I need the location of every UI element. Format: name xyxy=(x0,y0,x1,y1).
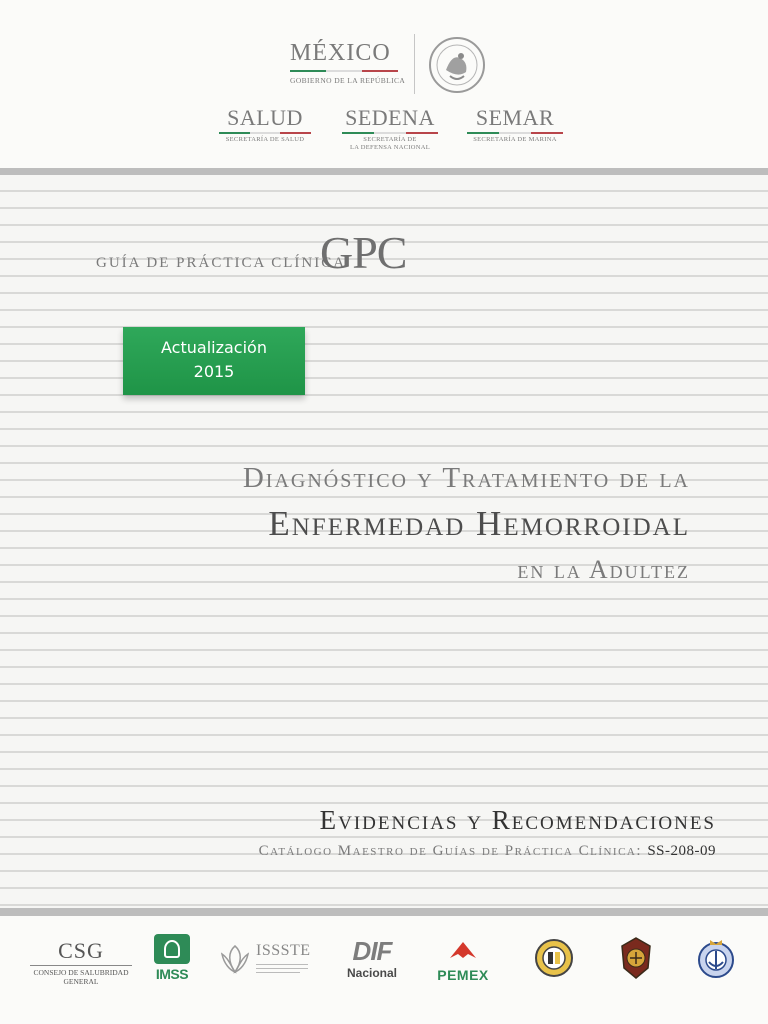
guide-acronym: GPC xyxy=(320,227,407,278)
dif-abbr: DIF xyxy=(352,936,392,966)
csg-abbr: CSG xyxy=(58,938,104,963)
dif-logo xyxy=(344,938,400,980)
agency-salud-rule xyxy=(219,132,311,134)
mexico-title: MÉXICO xyxy=(290,40,391,66)
national-seal-icon xyxy=(428,36,486,94)
pemex-name: PEMEX xyxy=(437,967,489,983)
agency-semar-subtitle: SECRETARÍA DE MARINA xyxy=(473,136,557,143)
agency-sedena xyxy=(340,106,440,152)
agency-semar-rule xyxy=(467,132,563,134)
navy-seal-icon xyxy=(696,936,736,980)
update-badge-year: 2015 xyxy=(193,362,235,381)
mexico-subtitle: GOBIERNO DE LA REPÚBLICA xyxy=(290,76,406,85)
imss-logo xyxy=(150,934,194,982)
catalog-prefix: Catálogo Maestro de Guías de Práctica Clínica: xyxy=(258,843,643,859)
issste-caption-line xyxy=(256,964,308,965)
issste-name: ISSSTE xyxy=(256,942,311,959)
header-divider xyxy=(414,34,415,94)
imss-name: IMSS xyxy=(155,966,189,982)
csg-line-2: GENERAL xyxy=(63,977,99,986)
update-badge xyxy=(123,327,305,395)
agency-salud-name: SALUD xyxy=(227,105,303,130)
document-title-line-2: Enfermedad Hemorroidal xyxy=(268,504,690,543)
pemex-eagle-icon xyxy=(448,940,478,960)
issste-emblem-icon xyxy=(218,942,252,976)
issste-logo xyxy=(218,942,314,978)
csg-line-1: CONSEJO DE SALUBRIDAD xyxy=(33,968,129,977)
agency-semar xyxy=(465,106,565,144)
issste-caption-line xyxy=(256,968,308,969)
document-title-line-1: Diagnóstico y Tratamiento de la xyxy=(242,462,690,494)
guide-label: GUÍA DE PRÁCTICA CLÍNICA xyxy=(96,255,347,271)
agency-sedena-subtitle-1: SECRETARÍA DE xyxy=(363,136,417,143)
csg-rule xyxy=(30,965,132,966)
bottom-separator xyxy=(0,908,768,916)
agency-sedena-subtitle-2: LA DEFENSA NACIONAL xyxy=(349,144,431,151)
catalog-line xyxy=(259,843,716,860)
military-badge-icon xyxy=(616,936,656,980)
catalog-code: SS-208-09 xyxy=(647,843,716,859)
agency-sedena-name: SEDENA xyxy=(345,105,435,130)
csg-logo xyxy=(30,940,132,986)
pemex-logo xyxy=(430,940,496,983)
army-seal-icon xyxy=(534,936,574,980)
top-separator xyxy=(0,168,768,175)
agency-salud-subtitle: SECRETARÍA DE SALUD xyxy=(225,136,305,143)
document-title-line-3: en la Adultez xyxy=(517,555,690,584)
issste-caption-line xyxy=(256,972,300,973)
evidence-heading: Evidencias y Recomendaciones xyxy=(319,805,716,835)
dif-nacional: Nacional xyxy=(346,966,397,980)
agency-salud xyxy=(215,106,315,144)
imss-eagle-icon xyxy=(154,934,190,964)
update-badge-label: Actualización xyxy=(161,338,267,357)
agency-sedena-rule xyxy=(342,132,438,134)
mexico-flag-rule xyxy=(290,70,398,72)
agency-semar-name: SEMAR xyxy=(475,105,555,130)
